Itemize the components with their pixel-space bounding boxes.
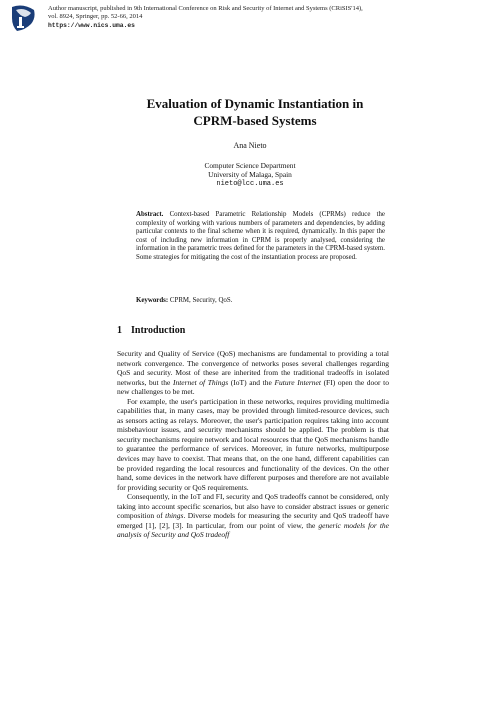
paragraph-2: For example, the user's participation in these networks, requires providing multimedia capabilities that, in many cases, may be provided through limited-resource devices, such as sensors acting as relays. Moreover, the user's participation requires taking into account misbehaviour issues, and security mechanisms should be applied. The problem is that security mechanisms require network and local resources that the QoS mechanisms handle to guarantee the performance of services. Moreover, in future networks, multipurpose devices may have to coexist. That means that, on the one hand, different capabilities can be provided regarding the local resources and functionality of the devices. On the other hand, some devices in the network have different purposes and therefore are not available for providing security or QoS requirements. xyxy=(117,396,389,492)
abstract xyxy=(136,211,385,263)
paragraph-1 xyxy=(117,349,389,397)
paragraph-1-text-c: (FI) open the door to new challenges to be met. xyxy=(117,377,389,397)
paragraph-1-text-b: (IoT) and the xyxy=(228,377,275,387)
paragraph-3-emphasis-models: generic models for the analysis of Security and QoS tradeoff xyxy=(117,520,390,540)
publication-url[interactable]: https://www.nics.uma.es xyxy=(48,21,135,29)
paragraph-3-text-a: Consequently, in the IoT and FI, security and QoS tradeoffs cannot be considered, only taking into account specific scenarios, but also have to consider abstract issues or generic composition of xyxy=(117,492,389,521)
paragraph-3-emphasis-things: things xyxy=(165,511,184,521)
author-name: Ana Nieto xyxy=(233,141,267,150)
abstract-label: Abstract. xyxy=(136,211,164,218)
abstract-text: Context-based Parametric Relationship Models (CPRMs) reduce the complexity of working with various numbers of parameters and dependencies, by adding particular contexts to the final scheme when it is required, dynamically. In this paper the cost of including new information in CPRM is properly analysed, considering the information in the parametric trees defined for the parameters in the CPRM-based system. Some strategies for mitigating the cost of the instantiation process are proposed. xyxy=(136,211,385,261)
publication-note-line-1: Author manuscript, published in 9th International Conference on Risk and Security of Internet and Systems (CRiSIS'14), xyxy=(48,5,363,12)
hal-logo xyxy=(9,4,37,34)
affiliation-department: Computer Science Department xyxy=(204,161,296,170)
paragraph-1-emphasis-fi: Future Internet xyxy=(274,377,321,387)
affiliation xyxy=(0,161,500,189)
publication-note-line-2: vol. 8924, Springer, pp. 52-66, 2014 xyxy=(48,13,143,21)
paper-title-line-1: Evaluation of Dynamic Instantiation in xyxy=(146,96,364,111)
keywords-label: Keywords: xyxy=(136,297,169,304)
paragraph-3 xyxy=(117,492,389,540)
section-heading xyxy=(117,325,185,336)
author-email[interactable]: nieto@lcc.uma.es xyxy=(216,179,284,188)
body-text xyxy=(117,349,389,540)
paragraph-1-emphasis-iot: Internet of Things xyxy=(172,377,229,387)
paragraph-1-text-a: Security and Quality of Service (QoS) mechanisms are fundamental to providing a total network convergence. The convergence of networks poses several challenges regarding QoS and security. Most of these are inherited from the traditional tradeoffs in isolated networks, but the xyxy=(117,349,389,387)
section-number: 1 xyxy=(117,325,122,336)
paper-title-line-2: CPRM-based Systems xyxy=(193,113,317,128)
section-title: Introduction xyxy=(131,325,186,336)
paragraph-3-text-b: . Diverse models for measuring the security and QoS tradeoff have emerged [1], [2], [3]. In particular, from our point of view, the xyxy=(117,511,389,530)
affiliation-university: University of Malaga, Spain xyxy=(208,170,292,180)
publication-note xyxy=(48,5,493,30)
keywords-text: CPRM, Security, QoS. xyxy=(169,297,233,304)
keywords xyxy=(136,297,385,306)
paper-title xyxy=(90,95,420,129)
